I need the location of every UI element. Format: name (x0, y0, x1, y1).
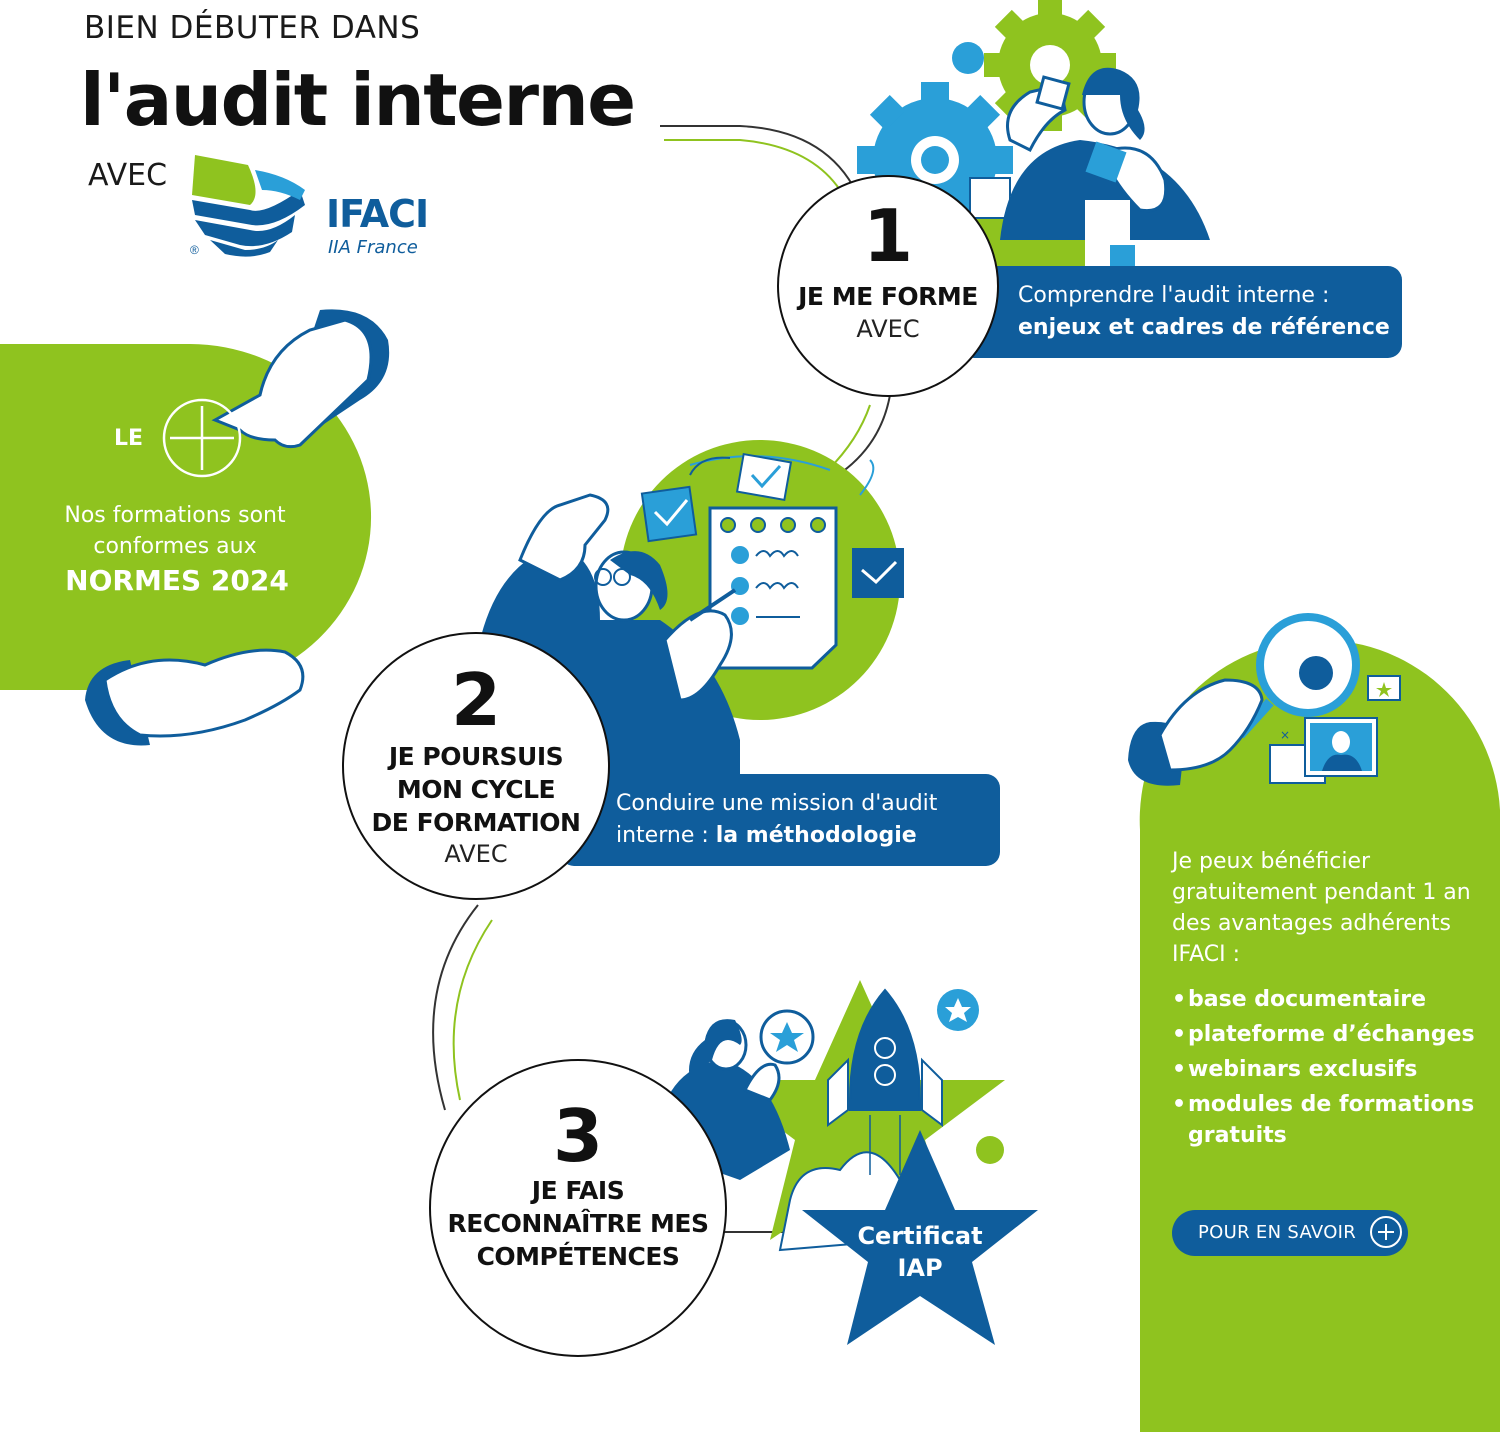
step2-banner-line2 (616, 820, 996, 852)
page-title: l'audit interne (80, 58, 635, 142)
registered-mark: ® (190, 243, 199, 257)
certificate-line1: Certificat (857, 1222, 983, 1250)
header-avec: AVEC (88, 158, 168, 193)
step1-banner-line1: Comprendre l'audit interne : (1018, 283, 1330, 308)
step3-label-line3: COMPÉTENCES (476, 1242, 680, 1271)
step2-banner-text (616, 788, 996, 852)
step1-number: 1 (862, 194, 914, 278)
benefits-list (1172, 984, 1482, 1155)
step1-label: JE ME FORME (798, 282, 978, 311)
svg-text:×: × (1280, 728, 1291, 742)
step3-label-line2: RECONNAÎTRE MES (447, 1209, 709, 1238)
header-kicker: BIEN DÉBUTER DANS (84, 10, 421, 46)
step2-avec: AVEC (444, 840, 508, 868)
benefit-item: • webinars exclusifs (1172, 1054, 1482, 1085)
step2-label-line2: MON CYCLE (396, 775, 556, 804)
step3-label-line1: JE FAIS (531, 1176, 625, 1205)
plus-icon (1370, 1216, 1402, 1248)
norms-le-label: LE (114, 426, 144, 451)
norms-text: Nos formations sont conformes aux (64, 503, 286, 559)
learn-more-label: POUR EN SAVOIR (1198, 1222, 1357, 1243)
benefit-item: • modules de formations gratuits (1172, 1089, 1482, 1151)
open-hand-icon (85, 650, 303, 745)
step2-number: 2 (450, 658, 502, 742)
step3-number: 3 (552, 1094, 604, 1178)
learn-more-button[interactable] (1172, 1210, 1408, 1256)
ifaci-globe-logo (192, 155, 305, 257)
step2-label-line1: JE POURSUIS (388, 742, 564, 771)
plus-circle-icon (164, 400, 240, 476)
benefit-item: • plateforme d’échanges (1172, 1019, 1482, 1050)
step1-avec: AVEC (856, 315, 920, 343)
step2-banner-bold: la méthodologie (715, 823, 917, 848)
step2-label-line3: DE FORMATION (371, 808, 581, 837)
benefit-item: • base documentaire (1172, 984, 1482, 1015)
brand-subtitle: IIA France (328, 237, 418, 258)
step1-banner-text (1018, 280, 1398, 344)
step1-banner-bold: enjeux et cadres de référence (1018, 315, 1390, 340)
step2-label (346, 740, 606, 839)
benefits-intro: Je peux bénéficier gratuitement pendant 1 an des avantages adhérents IFACI : (1172, 849, 1471, 967)
step2-banner-line2-plain: interne : (616, 823, 716, 848)
norms-highlight: NORMES 2024 (65, 564, 289, 597)
step2-banner-line1: Conduire une mission d'audit (616, 791, 938, 816)
certificate-line2: IAP (897, 1254, 943, 1282)
step3-label (433, 1174, 723, 1273)
certificate-label (850, 1220, 990, 1284)
brand-name: IFACI (326, 192, 429, 236)
